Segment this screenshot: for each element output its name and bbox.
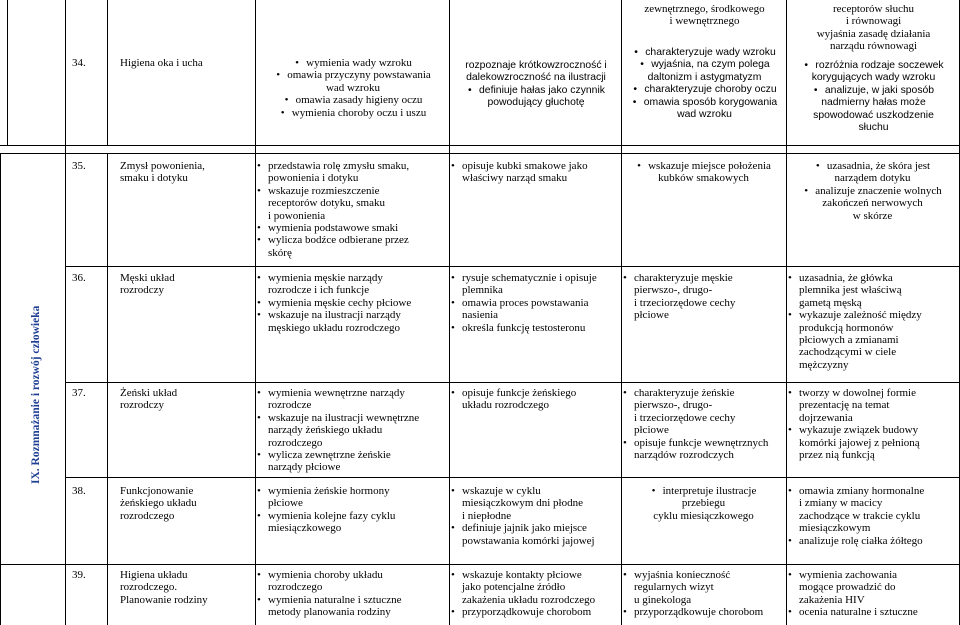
- requirement-cell: [622, 387, 785, 461]
- requirement-cell: [258, 57, 448, 119]
- list-item: • przyporządkowuje chorobom: [450, 606, 620, 618]
- list-item: • omawia zmiany hormonalne: [787, 485, 958, 497]
- row-number: 35.: [72, 160, 86, 172]
- list-item: przebiegu: [681, 497, 726, 510]
- list-item: • wymienia żeńskie hormony: [256, 485, 448, 497]
- list-item: receptorów dotyku, smaku: [268, 197, 385, 210]
- list-item: • rysuje schematycznie i opisuje: [450, 272, 620, 284]
- topic-line: smaku i dotyku: [120, 172, 188, 185]
- list-item: • interpretuje ilustracje: [651, 485, 757, 497]
- list-item: gametą męską: [799, 296, 862, 309]
- list-item: właściwy narząd smaku: [462, 172, 568, 185]
- requirement-cell: [450, 569, 620, 619]
- list-item: • rozróżnia rodzaje soczewek: [803, 60, 943, 72]
- list-item: narządów rozrodczych: [634, 449, 734, 462]
- list-item: • wylicza zewnętrzne żeńskie: [256, 449, 448, 461]
- requirement-cell: [256, 485, 448, 535]
- list-item: przez nią funkcją: [799, 449, 875, 462]
- list-item: rozrodczego: [268, 436, 323, 449]
- list-item: • wskazuje miejsce położenia: [636, 160, 771, 172]
- list-item: • analizuje, w jaki sposób: [813, 85, 934, 97]
- topic-line: żeńskiego układu: [120, 497, 197, 510]
- requirement-cell: [622, 160, 785, 185]
- list-item: • wyjaśnia, na czym polega: [639, 59, 769, 71]
- requirement-cell: [622, 569, 785, 619]
- list-item: • wykazuje związek budowy: [787, 424, 958, 436]
- row-divider: [65, 477, 960, 478]
- list-item: i wewnętrznego: [669, 15, 740, 28]
- requirement-cell: [256, 272, 448, 334]
- list-item: płciowych a zmianami: [799, 334, 899, 347]
- list-item: zachodzącymi w ciele: [799, 346, 897, 359]
- list-item: • wskazuje kontakty płciowe: [450, 569, 620, 581]
- list-item: płciowe: [634, 424, 669, 437]
- list-item: • przyporządkowuje chorobom: [622, 606, 785, 618]
- list-item: wyjaśnia zasadę działania: [816, 27, 931, 40]
- grid-line: [107, 0, 108, 145]
- list-item: • opisuje funkcje żeńskiego: [450, 387, 620, 399]
- row-divider: [65, 382, 960, 383]
- list-item: • wymienia choroby oczu i uszu: [280, 107, 426, 119]
- list-item: • wymienia choroby układu: [256, 569, 448, 581]
- list-item: rozpoznaje krótkowzroczność i: [465, 60, 607, 71]
- grid-line: [0, 153, 1, 625]
- list-item: daltonizm i astygmatyzm: [647, 71, 762, 83]
- row-number: 38.: [72, 485, 86, 497]
- requirement-cell: [787, 569, 958, 619]
- list-item: • przedstawia rolę zmysłu smaku,: [256, 160, 448, 172]
- topic-cell: [120, 57, 203, 69]
- list-item: rozrodczego: [268, 581, 323, 594]
- list-item: nadmierny hałas może: [821, 97, 926, 109]
- list-item: • wymienia wady wzroku: [294, 57, 412, 69]
- requirement-cell: [452, 60, 620, 110]
- list-item: powstawania komórki jajowej: [462, 534, 595, 547]
- topic-line: Higiena oka i ucha: [120, 57, 203, 69]
- requirement-cell: [789, 60, 958, 134]
- list-item: • wyjaśnia konieczność: [622, 569, 785, 581]
- requirement-cell: [450, 160, 620, 185]
- list-item: produkcją hormonów: [799, 321, 894, 334]
- list-item: • wymienia męskie narządy: [256, 272, 448, 284]
- list-item: męskiego układu rozrodczego: [268, 321, 400, 334]
- list-item: narządem dotyku: [834, 172, 911, 185]
- requirement-cell: [450, 387, 620, 412]
- list-item: nasienia: [462, 309, 499, 322]
- requirement-cell: [787, 485, 958, 547]
- row-number: 34.: [72, 57, 86, 69]
- topic-line: Planowanie rodziny: [120, 593, 208, 606]
- list-item: spowodować uszkodzenie: [813, 109, 934, 121]
- list-item: • charakteryzuje choroby oczu: [632, 84, 776, 96]
- list-item: w skórze: [852, 209, 893, 222]
- list-item: • uzasadnia, że skóra jest: [815, 160, 930, 172]
- list-item: plemnika: [462, 284, 503, 297]
- list-item: dalekowzroczność na ilustracji: [466, 72, 606, 84]
- list-item: • wymienia kolejne fazy cyklu: [256, 510, 448, 522]
- list-item: • analizuje rolę ciałka żółtego: [787, 535, 958, 547]
- topic-line: rozrodczego: [120, 509, 175, 522]
- list-item: • wymienia zachowania: [787, 569, 958, 581]
- list-item: i powonienia: [268, 209, 326, 222]
- list-item: i trzeciorzędowe cechy: [634, 296, 736, 309]
- requirement-cell: [622, 485, 785, 522]
- row-number: 36.: [72, 272, 86, 284]
- list-item: zewnętrznego, środkowego: [644, 3, 765, 15]
- list-item: pierwszo-, drugo-: [634, 399, 713, 412]
- list-item: miesiączkowym dni płodne: [462, 497, 583, 510]
- list-item: u ginekologa: [634, 593, 692, 606]
- list-item: prezentację na temat: [799, 399, 890, 412]
- row-divider: [0, 564, 960, 565]
- list-item: płciowe: [268, 497, 303, 510]
- list-item: narządy płciowe: [268, 461, 341, 474]
- list-item: mogące prowadzić do: [799, 581, 896, 594]
- list-item: słuchu: [858, 122, 889, 134]
- topic-line: Żeński układ: [120, 387, 178, 399]
- list-item: • charakteryzuje żeńskie: [622, 387, 785, 399]
- list-item: • wskazuje na ilustracji narządy: [256, 309, 448, 321]
- table-border: [0, 145, 960, 146]
- list-item: regularnych wizyt: [634, 581, 714, 594]
- list-item: • tworzy w dowolnej formie: [787, 387, 958, 399]
- grid-line: [65, 0, 66, 625]
- list-item: • omawia proces powstawania: [450, 297, 620, 309]
- list-item: płciowe: [634, 309, 669, 322]
- list-item: • definiuje hałas jako czynnik: [467, 85, 605, 97]
- list-item: zakończeń nerwowych: [822, 197, 923, 210]
- grid-line: [107, 153, 108, 625]
- list-item: powodujący głuchotę: [487, 97, 585, 109]
- list-item: komórki jajowej z pełnioną: [799, 436, 920, 449]
- requirement-cell: [787, 272, 958, 371]
- topic-cell: [120, 272, 175, 297]
- requirement-cell: [624, 3, 785, 28]
- list-item: • omawia zasady higieny oczu: [284, 94, 423, 106]
- list-item: • wylicza bodźce odbierane przez: [256, 234, 448, 246]
- grid-line: [7, 0, 8, 145]
- requirement-cell: [450, 272, 620, 334]
- topic-cell: [120, 485, 197, 522]
- list-item: • wskazuje rozmieszczenie: [256, 185, 448, 197]
- list-item: rozrodcze: [268, 399, 312, 412]
- list-item: układu rozrodczego: [462, 399, 550, 412]
- list-item: miesiączkowym: [799, 522, 871, 535]
- list-item: • charakteryzuje męskie: [622, 272, 785, 284]
- list-item: cyklu miesiączkowego: [653, 509, 754, 522]
- list-item: • wskazuje w cyklu: [450, 485, 620, 497]
- list-item: kubków smakowych: [658, 172, 749, 185]
- requirement-cell: [256, 387, 448, 474]
- list-item: narządy żeńskiego układu: [268, 424, 383, 437]
- topic-line: Zmysł powonienia,: [120, 160, 205, 172]
- topic-line: rozrodczy: [120, 399, 164, 412]
- requirement-cell: [624, 47, 785, 121]
- list-item: dojrzewania: [799, 411, 853, 424]
- list-item: • ocenia naturalne i sztuczne: [787, 606, 958, 618]
- requirement-cell: [256, 569, 448, 619]
- list-item: wad wzroku: [325, 81, 381, 94]
- topic-cell: [120, 569, 208, 606]
- list-item: powonienia i dotyku: [268, 172, 359, 185]
- list-item: narządu równowagi: [829, 40, 918, 53]
- list-item: • wykazuje zależność między: [787, 309, 958, 321]
- requirement-cell: [789, 3, 958, 53]
- topic-line: Funkcjonowanie: [120, 485, 194, 497]
- topic-line: Higiena układu: [120, 569, 188, 581]
- list-item: wad wzroku: [677, 109, 732, 121]
- list-item: korygujących wady wzroku: [811, 72, 936, 84]
- requirement-cell: [256, 160, 448, 259]
- list-item: • wymienia męskie cechy płciowe: [256, 297, 448, 309]
- list-item: i równowagi: [845, 15, 902, 28]
- list-item: skórę: [268, 246, 292, 259]
- list-item: pierwszo-, drugo-: [634, 284, 713, 297]
- list-item: • omawia sposób korygowania: [632, 97, 777, 109]
- list-item: i niepłodne: [462, 509, 512, 522]
- list-item: • definiuje jajnik jako miejsce: [450, 522, 620, 534]
- list-item: • wymienia wewnętrzne narządy: [256, 387, 448, 399]
- list-item: • wskazuje na ilustracji wewnętrzne: [256, 412, 448, 424]
- requirement-cell: [622, 272, 785, 322]
- topic-cell: [120, 160, 205, 185]
- requirement-cell: [787, 387, 958, 461]
- list-item: • wymienia podstawowe smaki: [256, 222, 448, 234]
- topic-line: rozrodczy: [120, 284, 164, 297]
- row-number: 37.: [72, 387, 86, 399]
- requirement-cell: [450, 485, 620, 547]
- list-item: zakażenia układu rozrodczego: [462, 593, 596, 606]
- list-item: miesiączkowego: [268, 522, 342, 535]
- list-item: plemnika jest właściwą: [799, 284, 902, 297]
- list-item: rozrodcze i ich funkcje: [268, 284, 370, 297]
- topic-line: rozrodczego.: [120, 581, 178, 594]
- list-item: i trzeciorzędowe cechy: [634, 411, 736, 424]
- list-item: • analizuje znaczenie wolnych: [803, 185, 941, 197]
- list-item: • opisuje funkcje wewnętrznych: [622, 437, 785, 449]
- topic-cell: [120, 387, 177, 412]
- row-number: 39.: [72, 569, 86, 581]
- row-divider: [65, 266, 960, 267]
- list-item: jako potencjalne źródło: [462, 581, 566, 594]
- list-item: • wymienia naturalne i sztuczne: [256, 594, 448, 606]
- list-item: mężczyzny: [799, 358, 849, 371]
- list-item: • uzasadnia, że główka: [787, 272, 958, 284]
- requirement-cell: [787, 160, 958, 222]
- list-item: i zmiany w macicy: [799, 497, 883, 510]
- list-item: • opisuje kubki smakowe jako: [450, 160, 620, 172]
- list-item: • omawia przyczyny powstawania: [275, 69, 431, 81]
- topic-line: Męski układ: [120, 272, 175, 284]
- list-item: • określa funkcję testosteronu: [450, 322, 620, 334]
- list-item: zakażenia HIV: [799, 593, 865, 606]
- list-item: zachodzące w trakcie cyklu: [799, 509, 921, 522]
- list-item: receptorów słuchu: [833, 3, 914, 15]
- list-item: • charakteryzuje wady wzroku: [633, 47, 776, 59]
- list-item: metody planowania rodziny: [268, 606, 391, 619]
- table-border: [0, 153, 960, 154]
- section-title: IX. Rozmnażanie i rozwój człowieka: [30, 305, 42, 484]
